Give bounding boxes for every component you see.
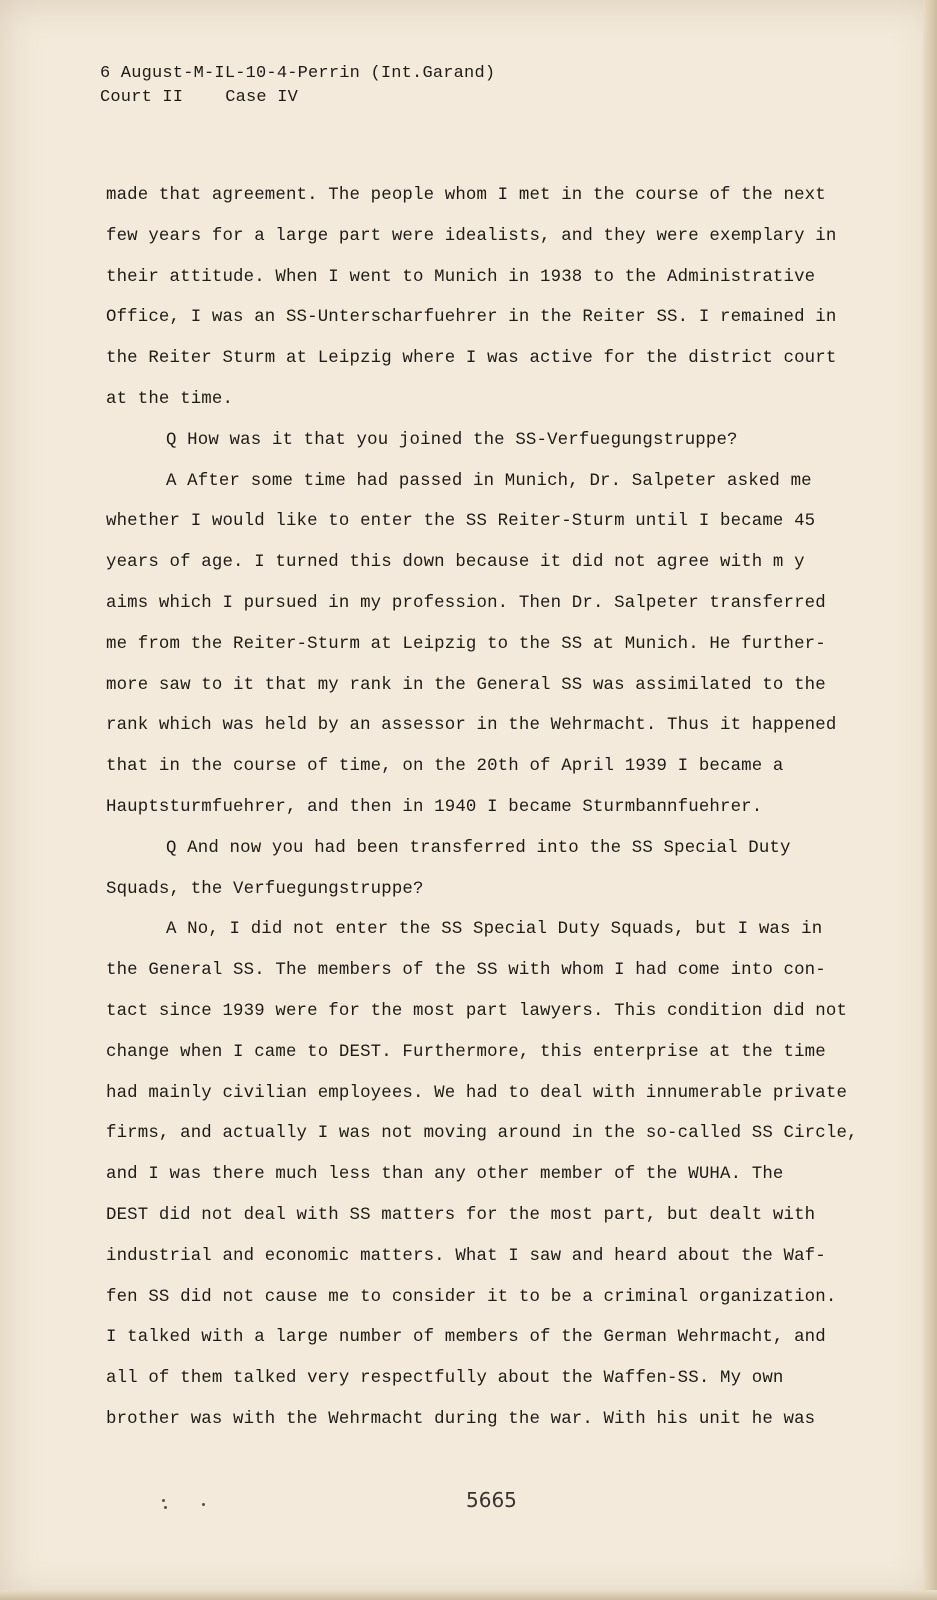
transcript-line: that in the course of time, on the 20th of April 1939 I became a xyxy=(106,757,784,777)
paper-edge-bottom xyxy=(0,1590,937,1600)
transcript-line: the General SS. The members of the SS with whom I had come into con- xyxy=(106,961,826,981)
transcript-line: at the time. xyxy=(106,389,234,409)
transcript-line: Office, I was an SS-Unterscharfuehrer in the Reiter SS. I remained in xyxy=(106,308,837,328)
transcript-line: their attitude. When I went to Munich in 1938 to the Administrative xyxy=(106,267,816,287)
transcript-line: had mainly civilian employees. We had to deal with innumerable private xyxy=(106,1083,848,1103)
header-reference-line: 6 August-M-IL-10-4-Perrin (Int.Garand) xyxy=(100,64,496,83)
transcript-line: more saw to it that my rank in the General SS was assimilated to the xyxy=(106,675,826,695)
transcript-line: Squads, the Verfuegungstruppe? xyxy=(106,879,424,899)
header-court-line xyxy=(100,86,495,110)
question-line: Q And now you had been transferred into the SS Special Duty xyxy=(166,838,791,858)
document-header xyxy=(100,62,495,110)
transcript-line: made that agreement. The people whom I met in the course of the next xyxy=(106,186,826,205)
transcript-line: I talked with a large number of members of the German Wehrmacht, and xyxy=(106,1328,826,1348)
transcript-line: aims which I pursued in my profession. Then Dr. Salpeter transferred xyxy=(106,593,826,613)
header-court: Court II xyxy=(100,88,184,107)
paper-edge-right xyxy=(923,0,937,1600)
transcript-line: fen SS did not cause me to consider it to be a criminal organization. xyxy=(106,1287,837,1307)
header-case: Case IV xyxy=(225,88,299,107)
ink-speck-mark xyxy=(158,1497,208,1511)
transcript-line: industrial and economic matters. What I saw and heard about the Waf- xyxy=(106,1246,826,1266)
transcript-line: tact since 1939 were for the most part lawyers. This condition did not xyxy=(106,1001,848,1021)
transcript-line: me from the Reiter-Sturm at Leipzig to the SS at Munich. He further- xyxy=(106,634,826,654)
transcript-line: rank which was held by an assessor in the Wehrmacht. Thus it happened xyxy=(106,716,837,736)
transcript-line: all of them talked very respectfully about the Waffen-SS. My own xyxy=(106,1369,784,1389)
transcript-line: brother was with the Wehrmacht during the war. With his unit he was xyxy=(106,1409,816,1429)
answer-line: A No, I did not enter the SS Special Duty Squads, but I was in xyxy=(166,920,823,940)
transcript-line: DEST did not deal with SS matters for the most part, but dealt with xyxy=(106,1205,816,1225)
transcript-body xyxy=(106,176,858,1441)
page-number: 5665 xyxy=(466,1488,517,1512)
transcript-line: Hauptsturmfuehrer, and then in 1940 I became Sturmbannfuehrer. xyxy=(106,797,763,817)
transcript-line: whether I would like to enter the SS Reiter-Sturm until I became 45 xyxy=(106,512,816,532)
transcript-line: years of age. I turned this down because it did not agree with m y xyxy=(106,553,805,573)
transcript-line: the Reiter Sturm at Leipzig where I was active for the district court xyxy=(106,349,837,369)
transcript-line: firms, and actually I was not moving around in the so-called SS Circle, xyxy=(106,1124,858,1144)
transcript-line: and I was there much less than any other member of the WUHA. The xyxy=(106,1165,784,1185)
transcript-line: few years for a large part were idealists, and they were exemplary in xyxy=(106,226,837,246)
answer-line: A After some time had passed in Munich, Dr. Salpeter asked me xyxy=(166,471,812,491)
transcript-line: change when I came to DEST. Furthermore, this enterprise at the time xyxy=(106,1042,826,1062)
question-line: Q How was it that you joined the SS-Verfuegungstruppe? xyxy=(166,430,738,450)
